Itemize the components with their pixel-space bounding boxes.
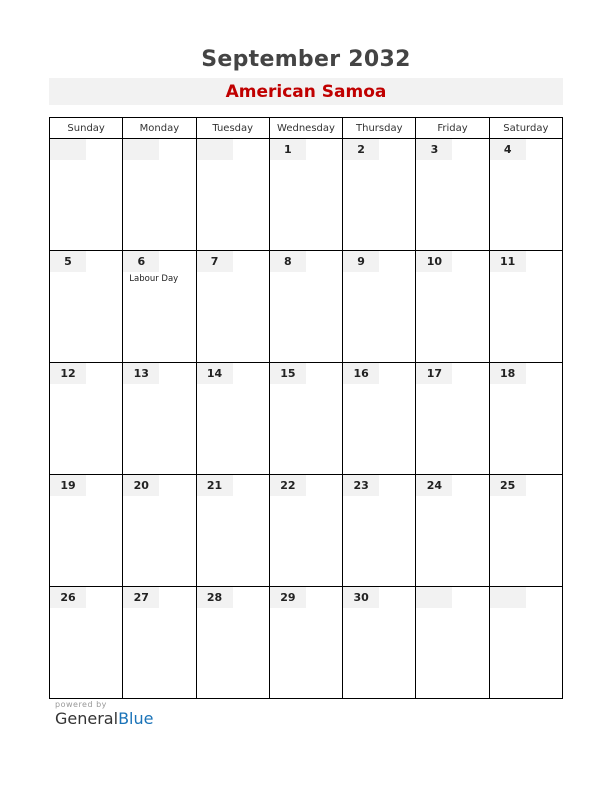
day-number: 11 [490, 251, 526, 272]
week-row [50, 251, 563, 363]
day-number: 22 [270, 475, 306, 496]
day-cell [416, 139, 489, 251]
day-number: 15 [270, 363, 306, 384]
day-number: 20 [123, 475, 159, 496]
day-number: 1 [270, 139, 306, 160]
brand-name-general: General [55, 709, 119, 728]
day-cell [416, 363, 489, 475]
weekday-header: Saturday [489, 118, 562, 139]
day-number [197, 139, 233, 160]
page-title: September 2032 [201, 47, 411, 72]
day-cell [123, 139, 196, 251]
day-cell [123, 363, 196, 475]
day-number: 23 [343, 475, 379, 496]
day-cell [196, 363, 269, 475]
day-cell [123, 475, 196, 587]
day-cell [123, 587, 196, 699]
day-cell [489, 587, 562, 699]
week-row [50, 587, 563, 699]
weekday-header: Monday [123, 118, 196, 139]
calendar-grid [49, 117, 563, 699]
day-cell [343, 475, 416, 587]
day-number: 18 [490, 363, 526, 384]
day-cell [489, 475, 562, 587]
region-name: American Samoa [225, 82, 387, 102]
day-number: 8 [270, 251, 306, 272]
day-cell [489, 363, 562, 475]
day-cell [269, 363, 342, 475]
day-number [490, 587, 526, 608]
weekday-header: Thursday [343, 118, 416, 139]
day-number: 4 [490, 139, 526, 160]
day-number: 17 [416, 363, 452, 384]
day-number: 6 [123, 251, 159, 272]
day-number: 5 [50, 251, 86, 272]
day-cell [269, 587, 342, 699]
day-cell [489, 139, 562, 251]
day-number: 30 [343, 587, 379, 608]
day-cell [50, 139, 123, 251]
day-number: 3 [416, 139, 452, 160]
day-cell [343, 139, 416, 251]
brand-logo[interactable] [55, 709, 153, 728]
week-row [50, 139, 563, 251]
day-cell [196, 251, 269, 363]
day-number: 9 [343, 251, 379, 272]
day-cell [123, 251, 196, 363]
day-number: 2 [343, 139, 379, 160]
day-number: 13 [123, 363, 159, 384]
day-cell [343, 363, 416, 475]
day-number [50, 139, 86, 160]
day-number [416, 587, 452, 608]
day-cell [489, 251, 562, 363]
day-cell [50, 251, 123, 363]
day-number: 16 [343, 363, 379, 384]
day-cell [50, 587, 123, 699]
day-cell [269, 251, 342, 363]
region-banner [49, 78, 563, 105]
day-number: 25 [490, 475, 526, 496]
day-cell [343, 251, 416, 363]
day-cell [269, 139, 342, 251]
day-cell [196, 475, 269, 587]
day-cell [196, 139, 269, 251]
day-number: 26 [50, 587, 86, 608]
powered-by-text: powered by [55, 700, 107, 709]
day-number: 29 [270, 587, 306, 608]
day-number: 19 [50, 475, 86, 496]
day-number: 10 [416, 251, 452, 272]
day-number [123, 139, 159, 160]
weekday-header: Friday [416, 118, 489, 139]
weekday-header-row [50, 118, 563, 139]
day-cell [416, 251, 489, 363]
weekday-header: Tuesday [196, 118, 269, 139]
day-cell [196, 587, 269, 699]
day-cell [269, 475, 342, 587]
holiday-label: Labour Day [129, 274, 179, 284]
day-cell [416, 475, 489, 587]
day-cell [343, 587, 416, 699]
day-number: 27 [123, 587, 159, 608]
week-row [50, 363, 563, 475]
day-number: 14 [197, 363, 233, 384]
day-number: 28 [197, 587, 233, 608]
day-number: 7 [197, 251, 233, 272]
day-cell [50, 475, 123, 587]
weekday-header: Wednesday [269, 118, 342, 139]
day-number: 12 [50, 363, 86, 384]
day-cell [50, 363, 123, 475]
day-number: 24 [416, 475, 452, 496]
weekday-header: Sunday [50, 118, 123, 139]
day-number: 21 [197, 475, 233, 496]
day-cell [416, 587, 489, 699]
brand-name-blue: Blue [118, 709, 154, 728]
footer [55, 700, 153, 728]
week-row [50, 475, 563, 587]
